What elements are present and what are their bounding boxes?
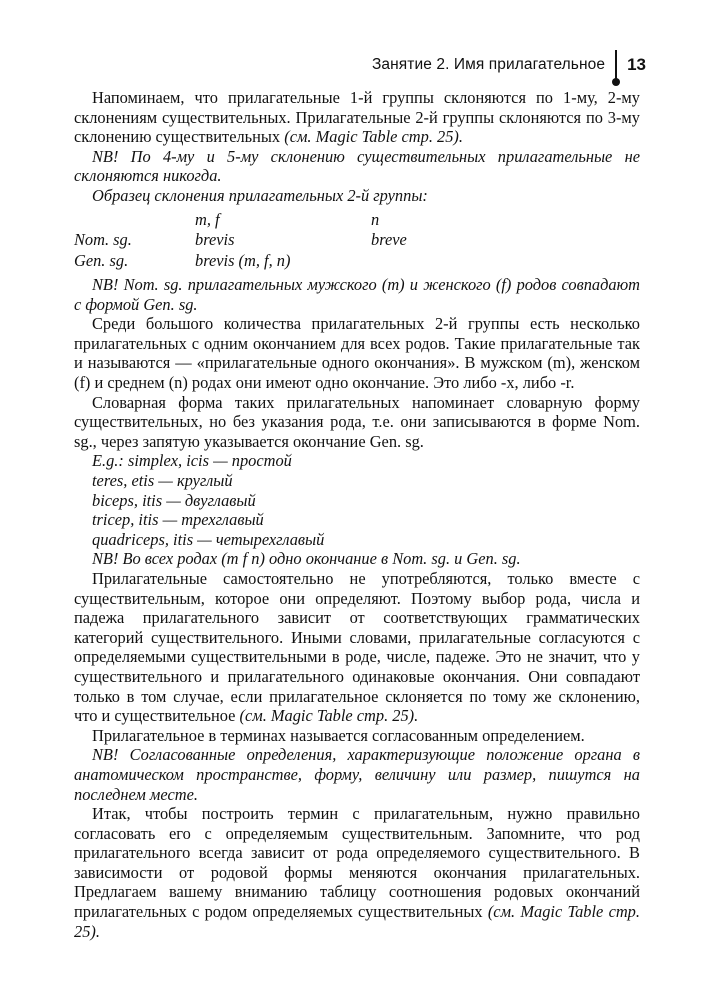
nb-note-all-genders: NB! Во всех родах (m f n) одно окончание в Nom. sg. и Gen. sg. <box>92 549 521 569</box>
page-number: 13 <box>627 55 646 74</box>
sample-nom-n: breve <box>371 230 407 250</box>
example-line: biceps, itis — двуглавый <box>92 490 256 510</box>
paragraph-agreement <box>74 569 640 726</box>
example-line: quadriceps, itis — четырехглавый <box>92 529 325 549</box>
example-line: teres, etis — круглый <box>92 471 233 490</box>
chapter-title: Занятие 2. Имя прилагательное <box>371 56 606 73</box>
declension-sample-table <box>74 210 640 272</box>
paragraph-text: Итак, чтобы построить термин с прилагательным, нужно правильно согласовать его с определяемым существительным. Запомните, что род прилагательного всегда зависит от рода определяемого существительного. В зависимости от родовой формы меняются окончания прилагательных. Предлагаем вашему вниманию таблицу соотношения родовых окончаний прилагательных с родом определяемых существительных <box>74 804 640 922</box>
sample-header-n: n <box>371 209 380 229</box>
paragraph-intro <box>74 88 640 147</box>
paragraph-dictionary-form: Словарная форма таких прилагательных напоминает словарную форму существительных, но без указания рода, т.е. они записываются в форме Nom. sg., через запятую указывается окончание Gen. sg. <box>74 392 640 451</box>
example-line: tricep, itis — трехглавый <box>92 510 264 530</box>
sample-case-nom: Nom. sg. <box>74 230 132 250</box>
paragraph-one-ending: Среди большого количества прилагательных 2-й группы есть несколько прилагательных с одним окончанием для всех родов. Такие прилагательные так и называются — «прилагательные одного окончания». В мужском (m), женском (f) и среднем (n) родах они имеют одно окончание. Это либо -х, либо -r. <box>74 314 640 393</box>
sample-header-mf: m, f <box>195 209 220 229</box>
running-header <box>372 52 646 78</box>
nb-note-position: NB! Согласованные определения, характеризующие положение органа в анатомическом пространстве, форму, величину или размер, пишутся на последнем месте. <box>74 745 640 804</box>
nb-note-nominative: NB! Nom. sg. прилагательных мужского (m) и женского (f) родов совпадают с формой Gen. sg. <box>74 275 640 314</box>
paragraph-conclusion <box>74 804 640 941</box>
paragraph-text: Напоминаем, что прилагательные 1-й группы склоняются по 1-му, 2-му склонениям существительных. Прилагательные 2-й группы склоняются по 3-му склонению существительных <box>74 88 640 147</box>
magic-table-reference: (см. Magic Table стр. 25). <box>74 902 640 941</box>
sample-nom-mf: brevis <box>195 230 235 250</box>
sample-caption: Образец склонения прилагательных 2-й группы: <box>92 185 428 205</box>
magic-table-reference: (см. Magic Table стр. 25). <box>239 706 419 726</box>
paragraph-term-definition: Прилагательное в терминах называется согласованным определением. <box>92 725 585 745</box>
sample-gen-n <box>371 251 640 272</box>
header-divider <box>615 50 617 80</box>
page-body <box>74 88 640 941</box>
paragraph-text: Прилагательные самостоятельно не употребляются, только вместе с существительным, которое они определяют. Поэтому выбор рода, числа и падежа прилагательного зависит от соответствующих грамматических категорий существительного. Иными словами, прилагательные согласуются с определяемыми существительными в роде, числе, падеже. Это не значит, что у существительного и прилагательного одинаковые окончания. Они совпадают только в том случае, если прилагательное склоняется по тому же склонению, что и существительное <box>74 568 640 726</box>
sample-gen-mf: brevis (m, f, n) <box>195 250 291 270</box>
example-line: E.g.: simplex, icis — простой <box>92 451 292 471</box>
sample-case-gen: Gen. sg. <box>74 250 129 270</box>
sample-header-empty <box>74 210 195 231</box>
magic-table-reference: (см. Magic Table стр. 25). <box>284 127 463 147</box>
nb-note-declension: NB! По 4-му и 5-му склонению существительных прилагательные не склоняются никогда. <box>74 146 640 186</box>
